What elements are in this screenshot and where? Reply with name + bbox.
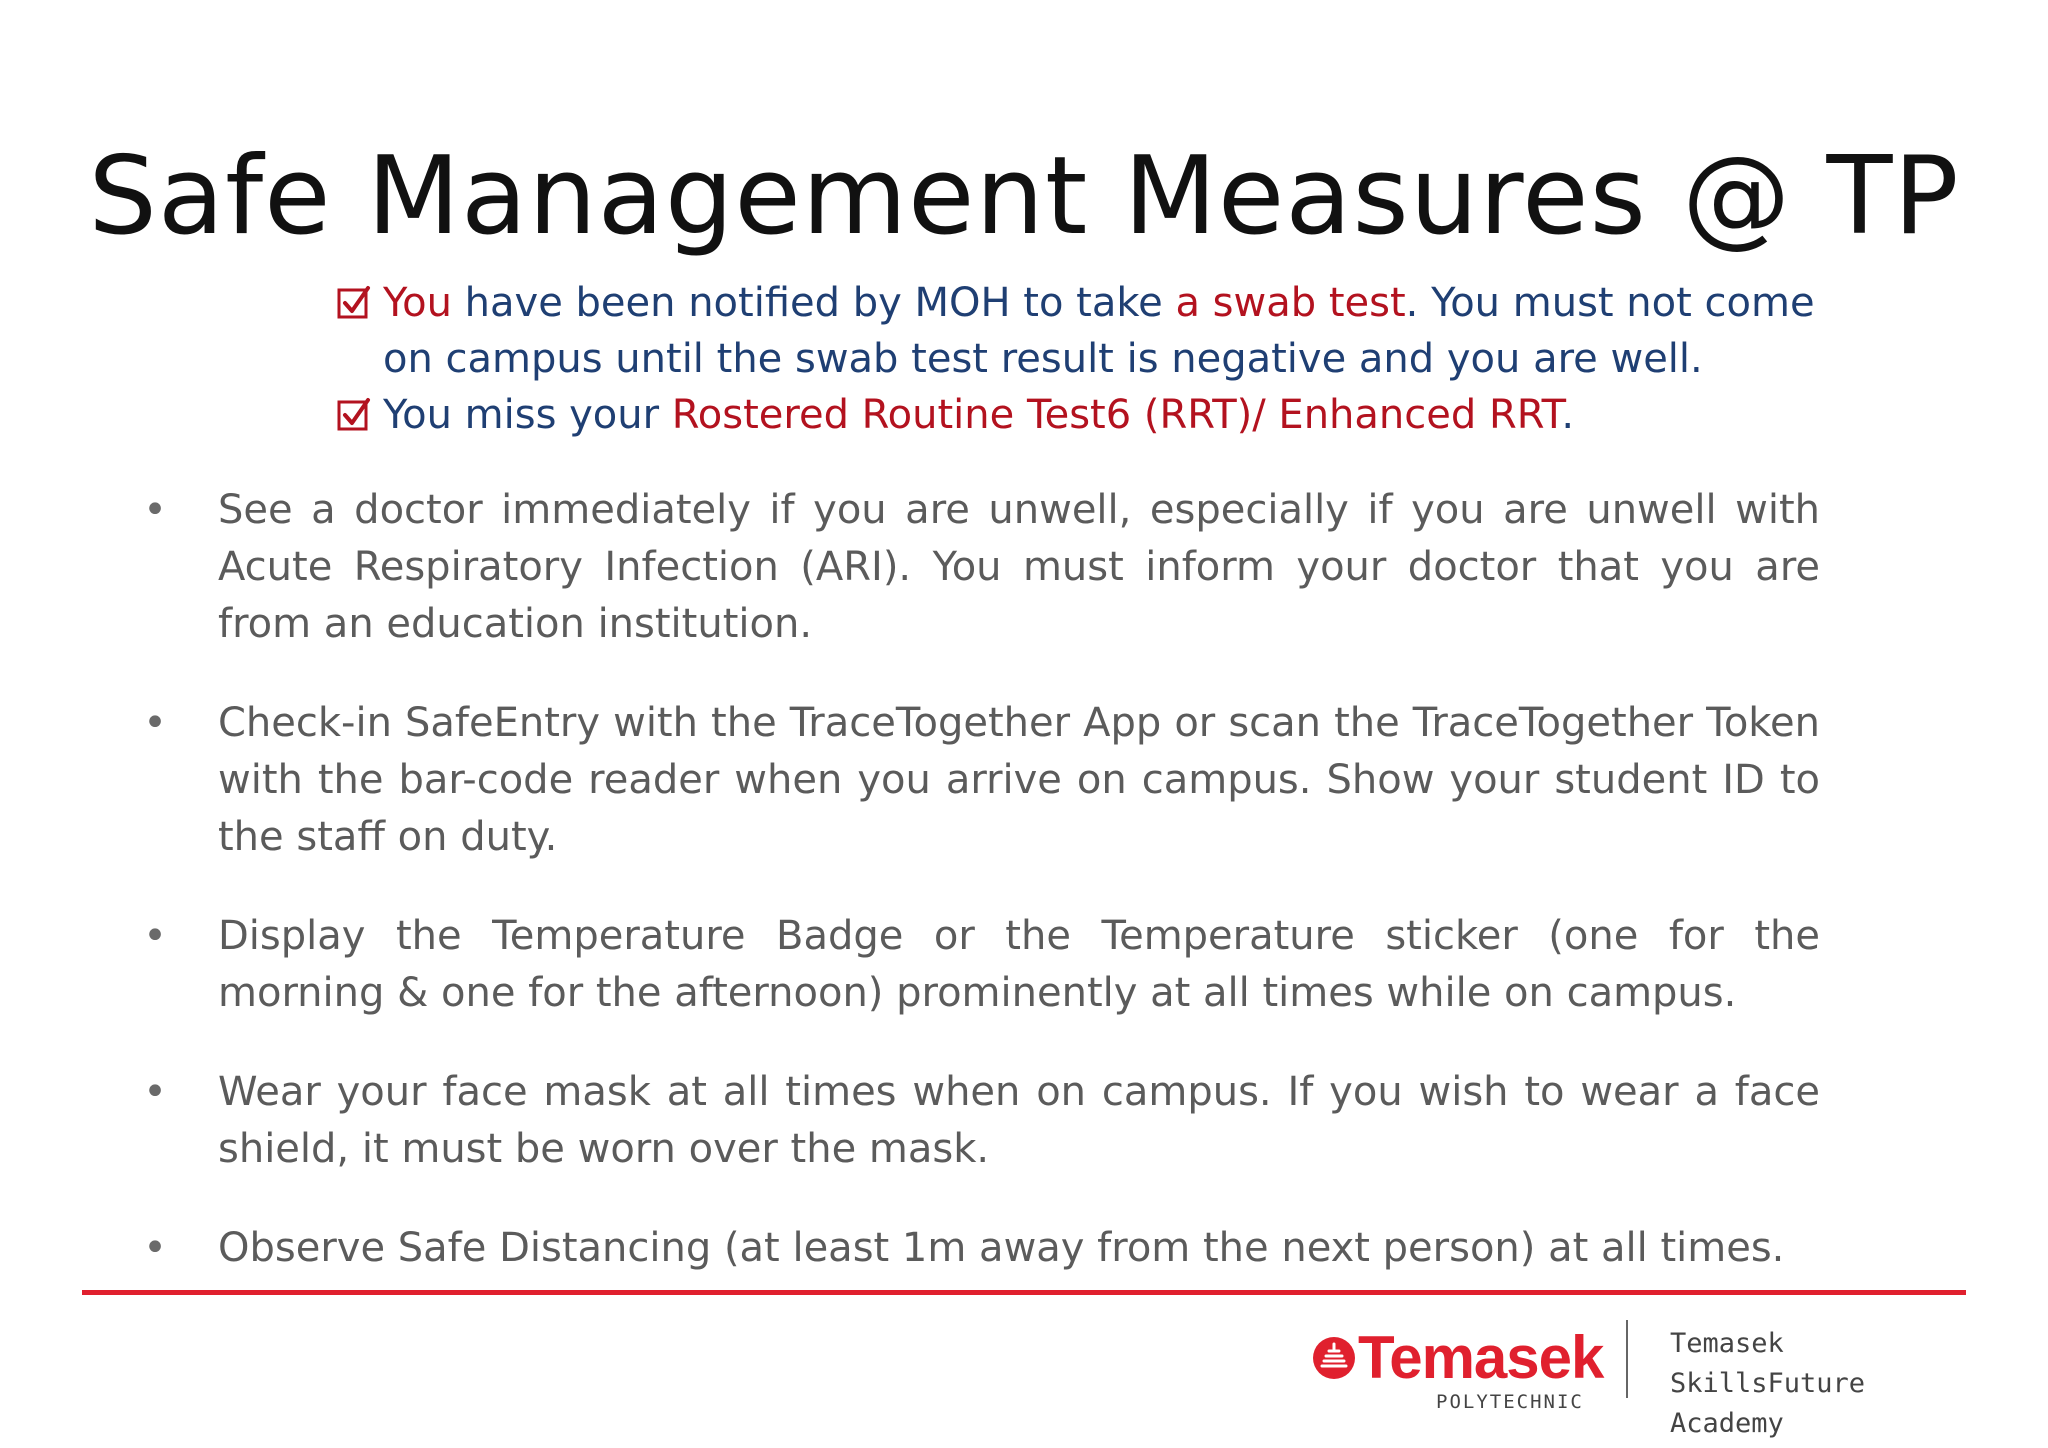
check-item	[337, 275, 1827, 387]
check-item	[337, 387, 1827, 443]
list-item	[140, 482, 1820, 653]
bullet-icon: •	[143, 700, 167, 746]
list-item	[140, 1064, 1820, 1178]
bullet-text: Wear your face mask at all times when on campus. If you wish to wear a face shield, it must be worn over the mask.	[218, 1069, 1820, 1172]
bullet-icon: •	[143, 1225, 167, 1271]
bullet-text: Check-in SafeEntry with the TraceTogether App or scan the TraceTogether Token with the bar-code reader when you arrive on campus. Show your student ID to the staff on duty.	[218, 700, 1820, 860]
bullet-text: See a doctor immediately if you are unwell, especially if you are unwell with Acute Respiratory Infection (ARI). You must inform your doctor that you are from an education institution.	[218, 487, 1820, 647]
list-item	[140, 695, 1820, 866]
bullet-text: Display the Temperature Badge or the Temperature sticker (one for the morning & one for the afternoon) prominently at all times while on campus.	[218, 913, 1820, 1016]
check-text-segment: have been notified by MOH to take	[451, 280, 1176, 326]
checkbox-checked-icon	[337, 285, 371, 319]
slide-title: Safe Management Measures @ TP	[88, 134, 1960, 259]
polytechnic-label: POLYTECHNIC	[1436, 1391, 1584, 1413]
check-text-segment: a swab test	[1175, 280, 1406, 326]
academy-name	[1670, 1324, 1952, 1444]
footer-logos	[1312, 1320, 1952, 1439]
check-text-segment: . You must not come on campus until the swab test result is negative and you are well.	[383, 280, 1815, 382]
check-text-segment: You	[383, 280, 452, 326]
checkbox-checked-icon	[337, 397, 371, 431]
check-text-segment: You miss your	[383, 392, 672, 438]
bullet-icon: •	[143, 1069, 167, 1115]
bullet-icon: •	[143, 913, 167, 959]
list-item	[140, 1220, 1820, 1277]
check-text-segment: Rostered Routine Test6 (RRT)/ Enhanced RRT	[671, 392, 1562, 438]
bullet-icon: •	[143, 487, 167, 533]
logo-divider	[1626, 1320, 1628, 1398]
academy-name-line1: Temasek SkillsFuture	[1670, 1328, 1866, 1399]
bullet-text: Observe Safe Distancing (at least 1m away from the next person) at all times.	[218, 1225, 1785, 1271]
temasek-logo-word: Temasek	[1358, 1324, 1604, 1391]
footer-divider-line	[82, 1290, 1966, 1295]
academy-name-line2: Academy	[1670, 1408, 1784, 1439]
bullet-list	[140, 482, 1820, 1277]
check-text-segment: .	[1561, 392, 1575, 438]
temasek-emblem-icon	[1312, 1336, 1356, 1380]
list-item	[140, 908, 1820, 1022]
checklist	[337, 275, 1827, 443]
